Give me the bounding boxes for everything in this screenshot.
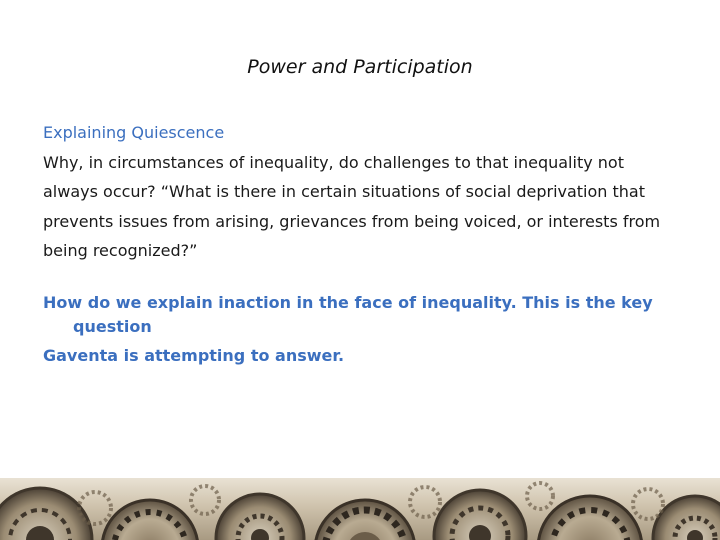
key-question	[43, 290, 683, 374]
gear-6	[538, 496, 642, 540]
body-paragraph: Why, in circumstances of inequality, do challenges to that inequality not always occur? “What is there in certain situations of social deprivation that prevents issues from arising, grievances from being voiced, or interests from being recognized?”	[43, 152, 661, 260]
key-question-line-2: question	[73, 317, 152, 336]
slide-body	[43, 118, 683, 266]
slide-title-text: Power and Participation	[247, 56, 473, 78]
key-question-line-1: How do we explain inaction in the face of inequality. This is the key	[43, 293, 653, 312]
gear-5	[434, 490, 526, 540]
gear-2	[102, 500, 198, 540]
gears-illustration	[0, 478, 720, 540]
gears-image	[0, 478, 720, 540]
key-question-line-3: Gaventa is attempting to answer.	[43, 346, 345, 365]
gear-4	[315, 500, 415, 540]
section-heading: Explaining Quiescence	[43, 123, 225, 142]
slide-title	[0, 56, 720, 78]
gear-3	[216, 494, 304, 540]
